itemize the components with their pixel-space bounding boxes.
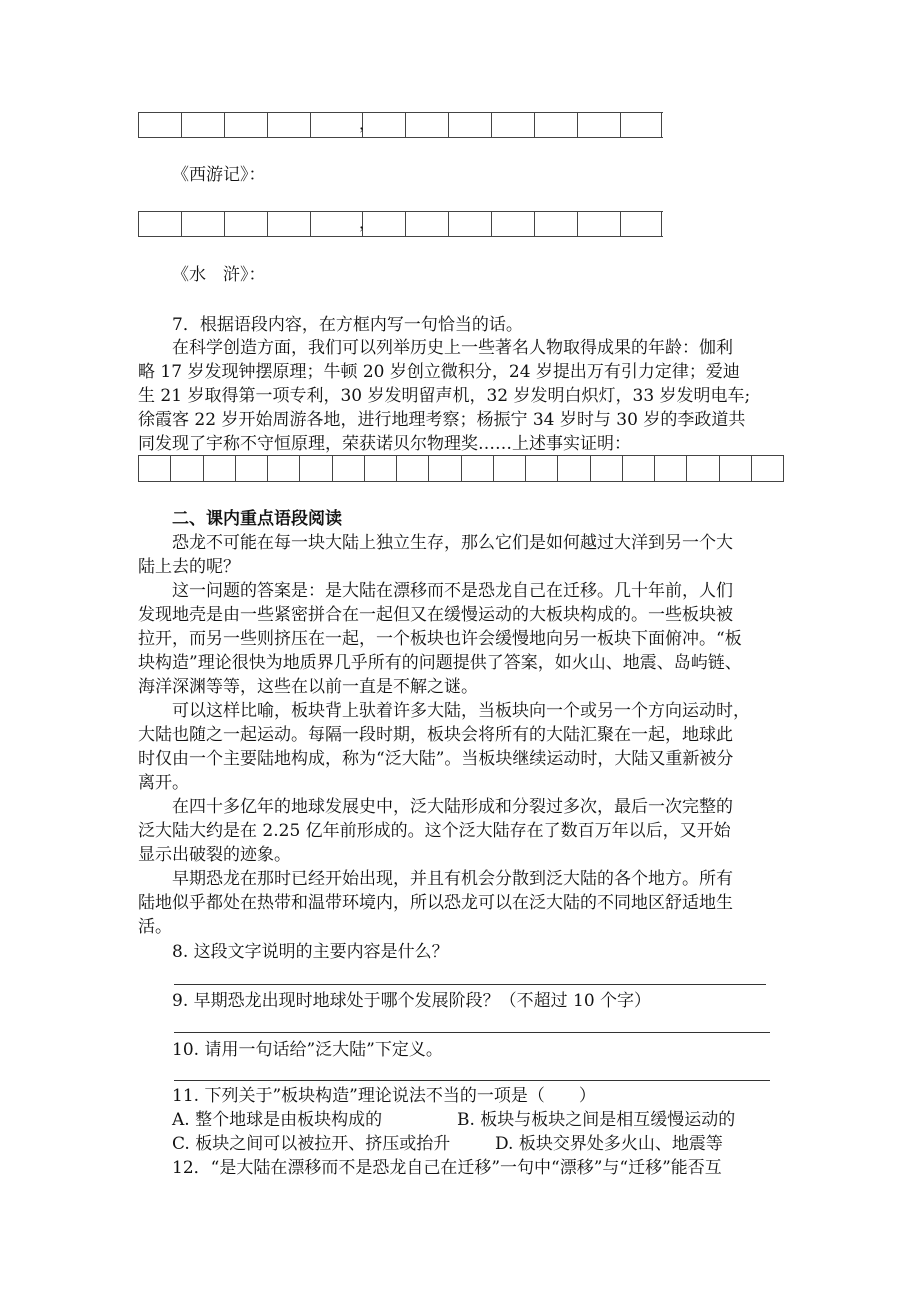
passage-line: 恐龙不可能在每一块大陆上独立生存，那么它们是如何越过大洋到另一个大 bbox=[172, 533, 733, 553]
grid-cell[interactable] bbox=[752, 456, 784, 481]
passage-line: 这一问题的答案是：是大陆在漂移而不是恐龙自己在迁移。几十年前，人们 bbox=[172, 581, 733, 601]
passage-line: 块构造”理论很快为地质界几乎所有的问题提供了答案，如火山、地震、岛屿链、 bbox=[138, 653, 742, 673]
grid-cell[interactable] bbox=[449, 212, 492, 236]
q10-question: 10. 请用一句话给”泛大陆”下定义。 bbox=[172, 1040, 443, 1060]
grid-cell[interactable] bbox=[311, 113, 363, 137]
passage-line: 海洋深渊等等，这些在以前一直是不解之谜。 bbox=[138, 677, 478, 697]
grid-cell[interactable] bbox=[492, 212, 535, 236]
passage-line: 在四十多亿年的地球发展史中，泛大陆形成和分裂过多次，最后一次完整的 bbox=[172, 797, 733, 817]
q9-answer-line[interactable] bbox=[174, 1032, 770, 1033]
passage-line: 陆上去的呢？ bbox=[138, 557, 240, 577]
grid-cell[interactable] bbox=[449, 113, 492, 137]
q10-answer-line[interactable] bbox=[174, 1080, 770, 1081]
grid-comma: ， bbox=[359, 213, 376, 232]
passage-line: 早期恐龙在那时已经开始出现，并且有机会分散到泛大陆的各个地方。所有 bbox=[172, 869, 733, 889]
grid-cell[interactable] bbox=[591, 456, 623, 481]
q7-text-line: 徐霞客 22 岁开始周游各地，进行地理考察；杨振宁 34 岁时与 30 岁的李政道共 bbox=[138, 410, 746, 430]
grid-cell[interactable] bbox=[268, 113, 311, 137]
passage-line: 离开。 bbox=[138, 773, 189, 793]
grid-cell[interactable] bbox=[621, 212, 662, 236]
grid-cell[interactable] bbox=[720, 456, 752, 481]
q9-question: 9. 早期恐龙出现时地球处于哪个发展阶段？（不超过 10 个字） bbox=[172, 991, 652, 1011]
grid-cell[interactable] bbox=[333, 456, 365, 481]
q11-option-d[interactable]: D. 板块交界处多火山、地震等 bbox=[495, 1134, 723, 1154]
q7-text-line: 同发现了宇称不守恒原理，荣获诺贝尔物理奖……上述事实证明： bbox=[138, 434, 631, 454]
grid-cell[interactable] bbox=[578, 113, 621, 137]
grid-cell[interactable] bbox=[397, 456, 429, 481]
grid-cell[interactable] bbox=[225, 212, 268, 236]
passage-line: 发现地壳是由一些紧密拼合在一起但又在缓慢运动的大板块构成的。一些板块被 bbox=[138, 605, 733, 625]
q7-text-line: 在科学创造方面，我们可以列举历史上一些著名人物取得成果的年龄：伽利 bbox=[172, 338, 733, 358]
grid-cell[interactable] bbox=[268, 212, 311, 236]
section2-heading: 二、课内重点语段阅读 bbox=[172, 509, 342, 529]
grid-cell[interactable] bbox=[406, 113, 449, 137]
grid-cell[interactable] bbox=[182, 212, 225, 236]
grid-cell[interactable] bbox=[236, 456, 268, 481]
grid-cell[interactable] bbox=[535, 212, 578, 236]
q7-answer-boxes[interactable] bbox=[138, 455, 784, 482]
passage-line: 拉开，而另一些则挤压在一起，一个板块也许会缓慢地向另一板块下面俯冲。“板 bbox=[138, 629, 742, 649]
grid-cell[interactable] bbox=[171, 456, 203, 481]
q11-option-b[interactable]: B. 板块与板块之间是相互缓慢运动的 bbox=[457, 1110, 736, 1130]
answer-grid-1[interactable] bbox=[138, 112, 663, 138]
grid-cell[interactable] bbox=[139, 212, 182, 236]
answer-grid-2[interactable] bbox=[138, 211, 663, 237]
q8-answer-line[interactable] bbox=[174, 984, 766, 985]
grid-cell[interactable] bbox=[621, 113, 662, 137]
passage-line: 陆地似乎都处在热带和温带环境内，所以恐龙可以在泛大陆的不同地区舒适地生 bbox=[138, 893, 733, 913]
grid-cell[interactable] bbox=[311, 212, 363, 236]
q11-option-a[interactable]: A. 整个地球是由板块构成的 bbox=[172, 1110, 383, 1130]
grid-cell[interactable] bbox=[578, 212, 621, 236]
grid-cell[interactable] bbox=[655, 456, 687, 481]
grid-cell[interactable] bbox=[204, 456, 236, 481]
grid-cell[interactable] bbox=[623, 456, 655, 481]
grid-cell[interactable] bbox=[359, 113, 406, 137]
grid-cell[interactable] bbox=[300, 456, 332, 481]
passage-line: 泛大陆大约是在 2.25 亿年前形成的。这个泛大陆存在了数百万年以后，又开始 bbox=[138, 821, 731, 841]
grid-cell[interactable] bbox=[687, 456, 719, 481]
q12-question: 12．“是大陆在漂移而不是恐龙自己在迁移”一句中“漂移”与“迁移”能否互 bbox=[172, 1158, 722, 1178]
grid-cell[interactable] bbox=[406, 212, 449, 236]
grid-cell[interactable] bbox=[139, 456, 171, 481]
passage-line: 大陆也随之一起运动。每隔一段时期，板块会将所有的大陆汇聚在一起，地球此 bbox=[138, 725, 733, 745]
grid-cell[interactable] bbox=[182, 113, 225, 137]
grid-cell[interactable] bbox=[462, 456, 494, 481]
passage-line: 活。 bbox=[138, 917, 172, 937]
passage-line: 时仅由一个主要陆地构成，称为“泛大陆”。当板块继续运动时，大陆又重新被分 bbox=[138, 749, 734, 769]
passage-line: 可以这样比喻，板块背上驮着许多大陆，当板块向一个或另一个方向运动时， bbox=[172, 701, 750, 721]
grid-cell[interactable] bbox=[526, 456, 558, 481]
grid-cell[interactable] bbox=[494, 456, 526, 481]
shuihu-label: 《水 浒》： bbox=[172, 265, 266, 285]
passage-line: 显示出破裂的迹象。 bbox=[138, 845, 291, 865]
grid-cell[interactable] bbox=[359, 212, 406, 236]
grid-cell[interactable] bbox=[225, 113, 268, 137]
grid-cell[interactable] bbox=[558, 456, 590, 481]
grid-cell[interactable] bbox=[535, 113, 578, 137]
q11-option-c[interactable]: C. 板块之间可以被拉开、挤压或抬升 bbox=[172, 1134, 451, 1154]
q7-text-line: 略 17 岁发现钟摆原理；牛顿 20 岁创立微积分，24 岁提出万有引力定律；爱迪 bbox=[138, 362, 740, 382]
q7-text-line: 生 21 岁取得第一项专利，30 岁发明留声机，32 岁发明白炽灯，33 岁发明电车; bbox=[138, 386, 751, 406]
grid-comma: ， bbox=[359, 114, 376, 133]
q7-question: 7．根据语段内容，在方框内写一句恰当的话。 bbox=[172, 315, 523, 335]
xiyouji-label: 《西游记》： bbox=[172, 165, 266, 185]
q8-question: 8. 这段文字说明的主要内容是什么？ bbox=[172, 942, 449, 962]
grid-cell[interactable] bbox=[365, 456, 397, 481]
grid-cell[interactable] bbox=[139, 113, 182, 137]
grid-cell[interactable] bbox=[268, 456, 300, 481]
q11-question: 11. 下列关于”板块构造”理论说法不当的一项是（ ） bbox=[172, 1086, 596, 1106]
grid-cell[interactable] bbox=[429, 456, 461, 481]
grid-cell[interactable] bbox=[492, 113, 535, 137]
